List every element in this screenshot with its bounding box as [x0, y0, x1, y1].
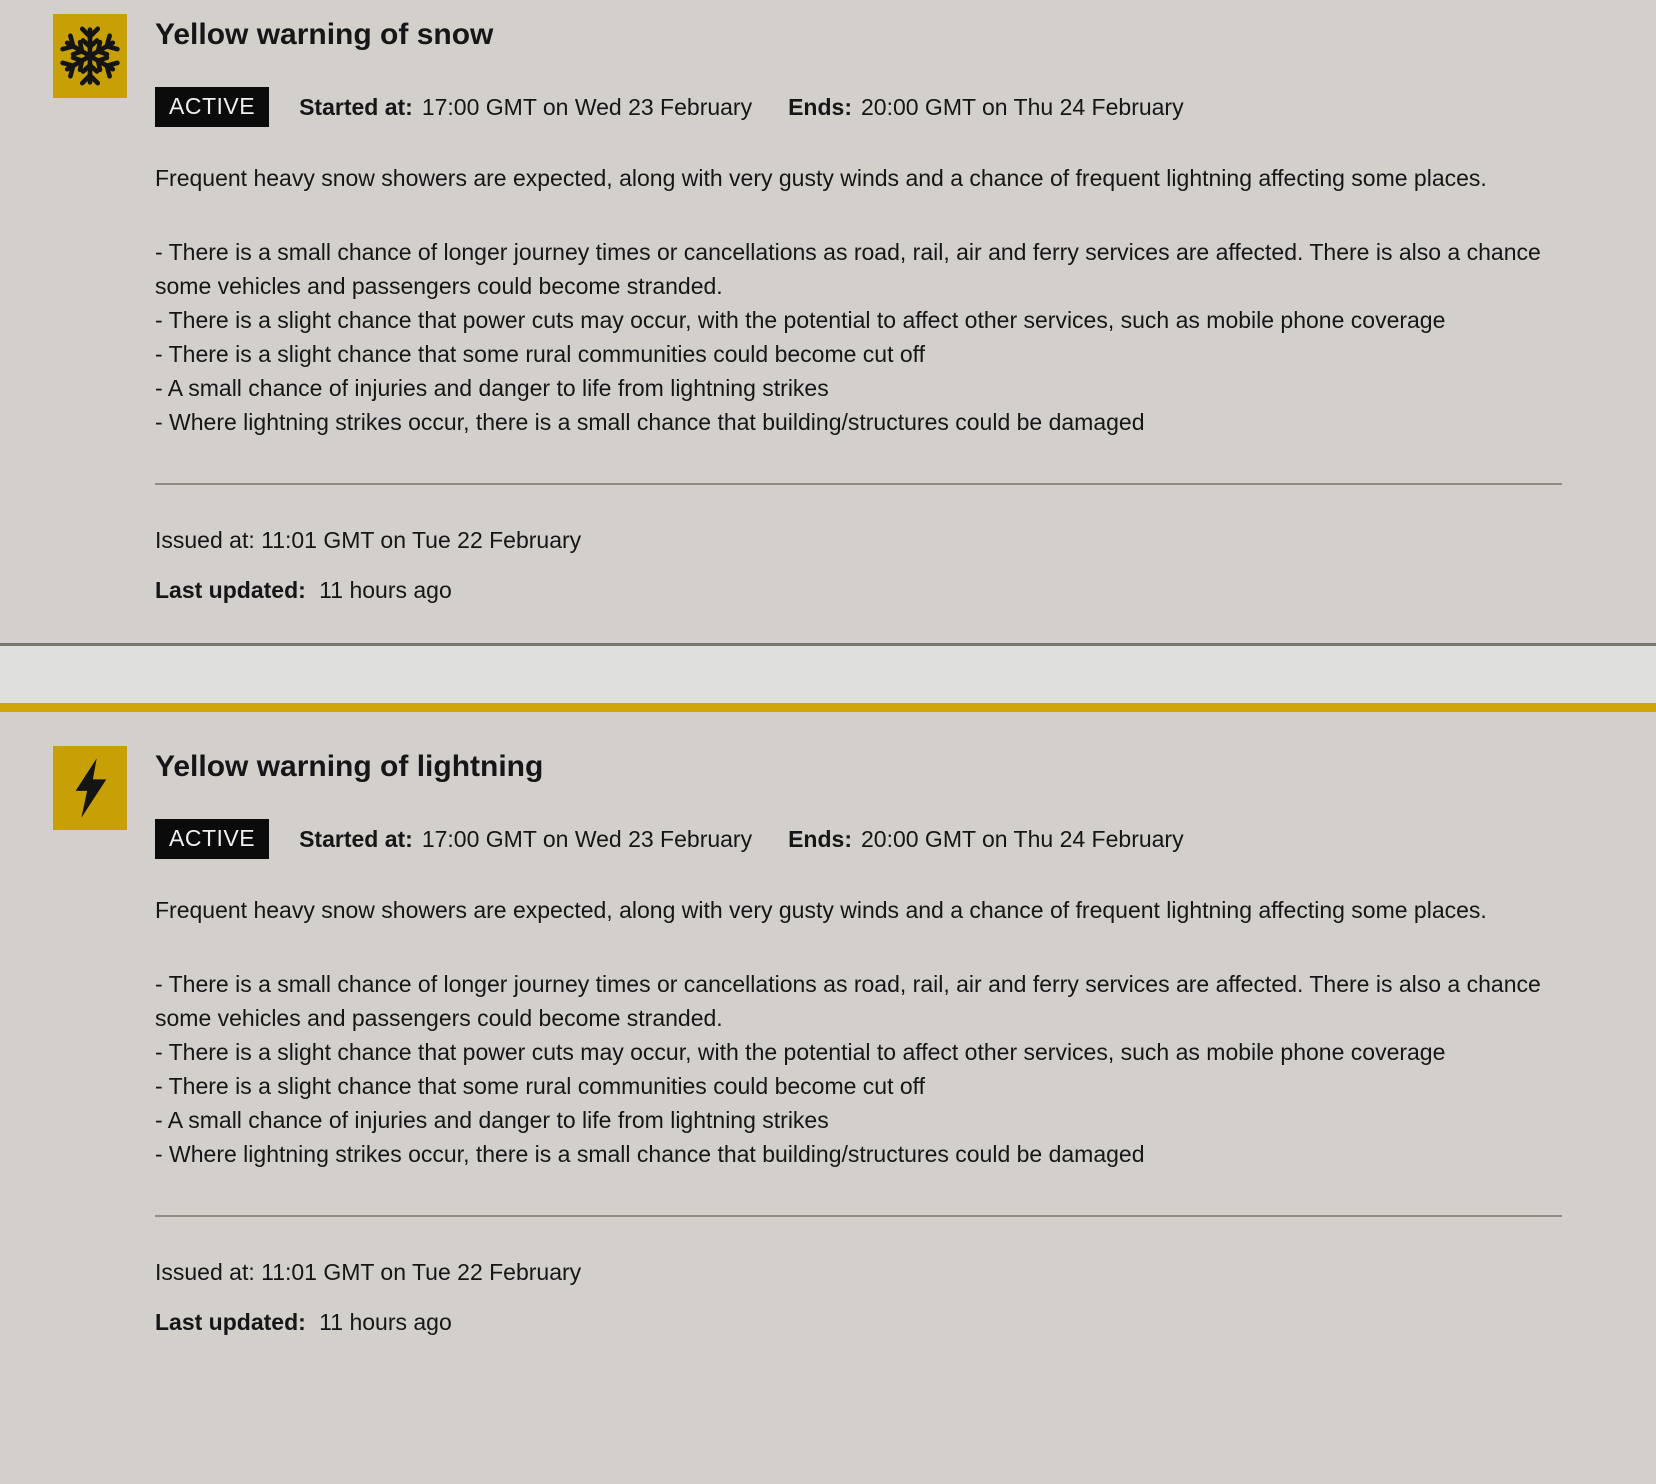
warning-summary: Frequent heavy snow showers are expected, along with very gusty winds and a chance of frequent lightning affecting some places. [155, 165, 1487, 191]
warning-summary: Frequent heavy snow showers are expected, along with very gusty winds and a chance of frequent lightning affecting some places. [155, 897, 1487, 923]
warning-meta-row [155, 87, 1184, 127]
warning-detail-item: - There is a small chance of longer journey times or cancellations as road, rail, air and ferry services are affected. There is also a chance some vehicles and passengers could become stranded. [155, 239, 1541, 299]
warning-detail-item: - There is a slight chance that power cuts may occur, with the potential to affect other services, such as mobile phone coverage [155, 307, 1446, 333]
status-badge: ACTIVE [155, 819, 269, 859]
warning-detail-item: - Where lightning strikes occur, there is a small chance that building/structures could be damaged [155, 1141, 1145, 1167]
issued-at-line: Issued at: 11:01 GMT on Tue 22 February [155, 1259, 582, 1285]
warning-header [0, 14, 1656, 127]
started-at-label: Started at: [299, 826, 413, 852]
warning-content [155, 161, 1562, 607]
warning-detail-item: - There is a slight chance that some rural communities could become cut off [155, 341, 926, 367]
separator-yellow-bar [0, 703, 1656, 712]
last-updated-label: Last updated: [155, 577, 306, 603]
warning-details-list [155, 967, 1562, 1171]
started-at-value: 17:00 GMT on Wed 23 February [421, 826, 753, 852]
warning-details-list [155, 235, 1562, 439]
section-divider [155, 1215, 1562, 1217]
warning-detail-item: - There is a slight chance that some rural communities could become cut off [155, 1073, 926, 1099]
lightning-bolt-icon [67, 756, 113, 820]
last-updated-line [155, 573, 1562, 607]
warning-header [0, 746, 1656, 859]
section-divider [155, 483, 1562, 485]
warning-detail-item: - There is a small chance of longer journey times or cancellations as road, rail, air and ferry services are affected. There is also a chance some vehicles and passengers could become stranded. [155, 971, 1541, 1031]
ends-value: 20:00 GMT on Thu 24 February [860, 826, 1184, 852]
warning-detail-item: - A small chance of injuries and danger to life from lightning strikes [155, 1107, 829, 1133]
last-updated-value: 11 hours ago [319, 577, 452, 603]
warning-icon-box [53, 14, 127, 98]
issued-at-line: Issued at: 11:01 GMT on Tue 22 February [155, 527, 582, 553]
warning-card-snow [0, 0, 1656, 646]
warning-icon-box [53, 746, 127, 830]
warning-title: Yellow warning of lightning [155, 750, 544, 783]
last-updated-line [155, 1305, 1562, 1339]
last-updated-label: Last updated: [155, 1309, 306, 1335]
status-badge: ACTIVE [155, 87, 269, 127]
warning-detail-item: - A small chance of injuries and danger to life from lightning strikes [155, 375, 829, 401]
ends-value: 20:00 GMT on Thu 24 February [860, 94, 1184, 120]
started-at-label: Started at: [299, 94, 413, 120]
ends-label: Ends: [788, 826, 852, 852]
warning-detail-item: - Where lightning strikes occur, there is a small chance that building/structures could be damaged [155, 409, 1145, 435]
warning-content [155, 893, 1562, 1339]
warning-meta-row [155, 819, 1184, 859]
warning-card-lightning [0, 712, 1656, 1379]
warning-title: Yellow warning of snow [155, 18, 494, 51]
started-at-value: 17:00 GMT on Wed 23 February [421, 94, 753, 120]
last-updated-value: 11 hours ago [319, 1309, 452, 1335]
warning-detail-item: - There is a slight chance that power cuts may occur, with the potential to affect other services, such as mobile phone coverage [155, 1039, 1446, 1065]
snowflake-icon [59, 23, 121, 89]
separator-band [0, 646, 1656, 703]
ends-label: Ends: [788, 94, 852, 120]
